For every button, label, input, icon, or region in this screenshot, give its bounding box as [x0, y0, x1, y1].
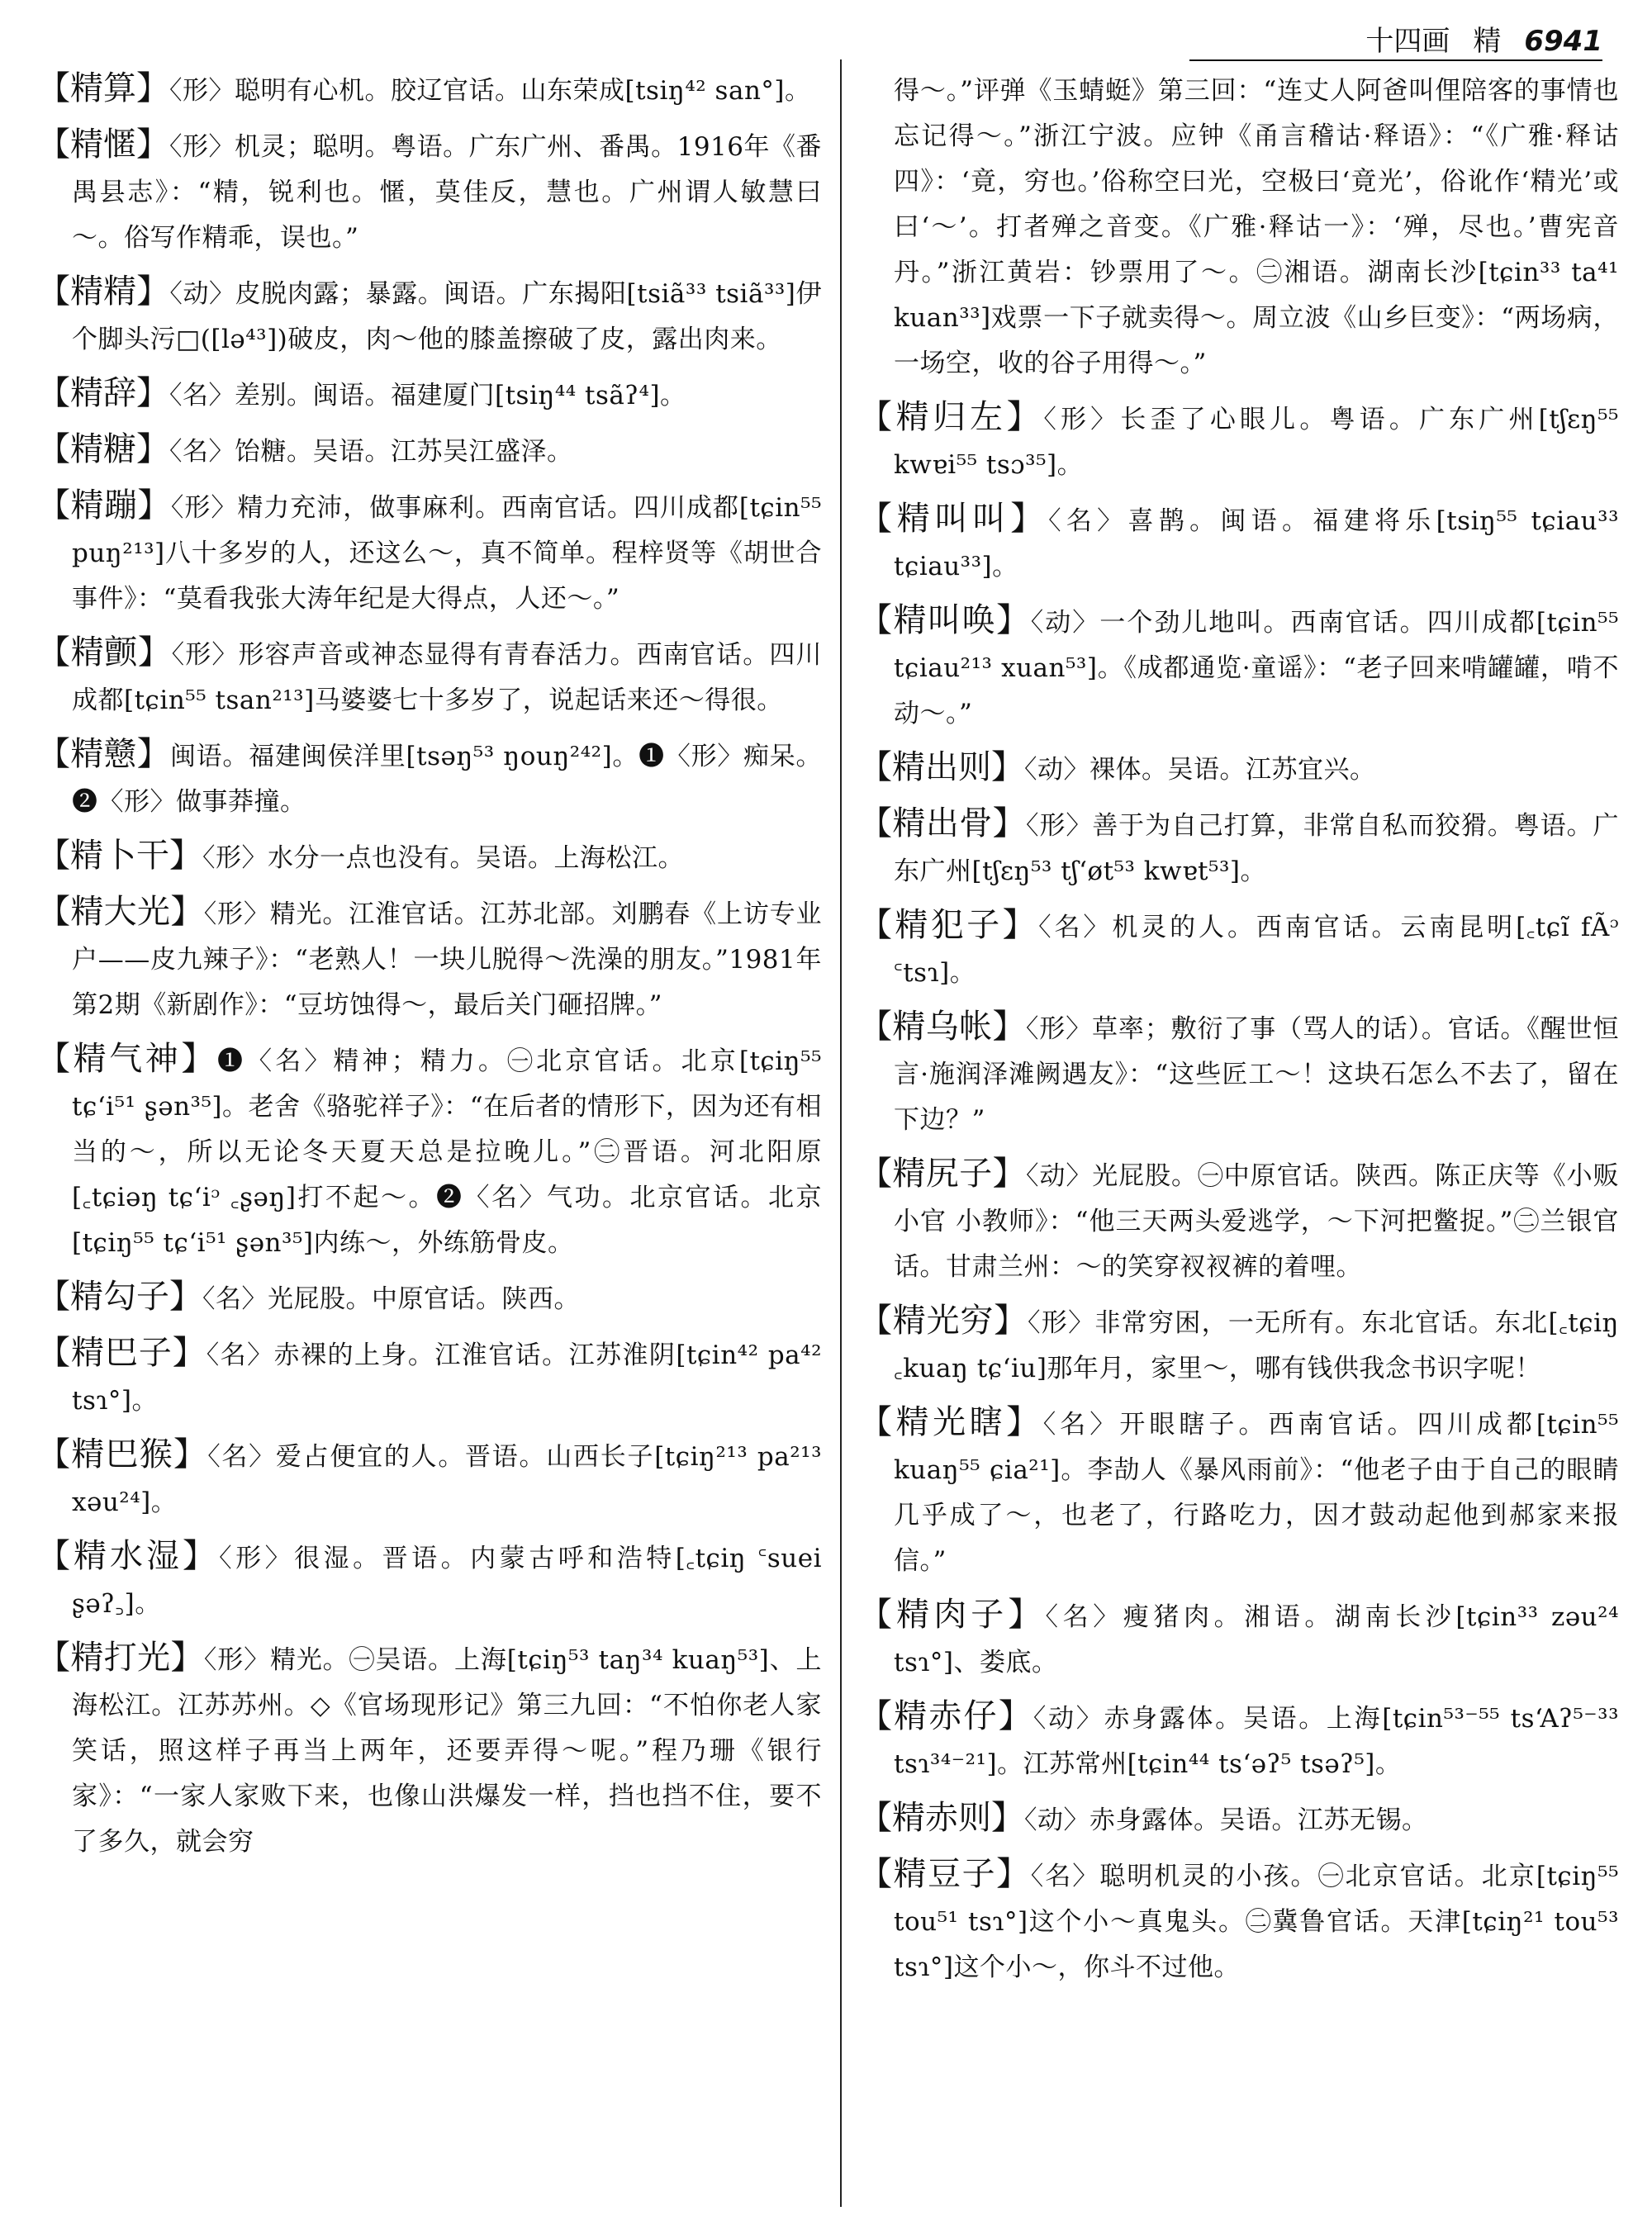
dictionary-entry [37, 122, 822, 261]
entry-headword: 【精出则】 [859, 748, 1024, 786]
dictionary-entry-continued [859, 66, 1619, 387]
dictionary-entry [37, 427, 822, 475]
dictionary-entry [37, 1331, 822, 1424]
entry-headword: 【精尻子】 [859, 1155, 1027, 1193]
entry-headword: 【精气神】 [37, 1040, 218, 1078]
entry-headword: 【精出骨】 [859, 804, 1027, 842]
entry-text: 闽语。福建闽侯洋里[tsəŋ⁵³ ŋouŋ²⁴²]。❶〈形〉痴呆。❷〈形〉做事莽撞。 [72, 742, 822, 817]
entry-headword: 【精卜干】 [37, 837, 202, 875]
dictionary-entry [37, 833, 822, 881]
entry-headword: 【精糖】 [37, 430, 169, 468]
header-rule [1189, 59, 1602, 61]
entry-text: 〈形〉长歪了心眼儿。粤语。广东广州[tʃɛŋ⁵⁵ kwɐi⁵⁵ tsɔ³⁵]。 [894, 405, 1619, 480]
dictionary-entry [37, 1274, 822, 1322]
dictionary-entry [859, 745, 1619, 793]
entry-headword: 【精叫唤】 [859, 601, 1031, 639]
entry-text: 〈名〉赤裸的上身。江淮官话。江苏淮阴[tɕin⁴² pa⁴² tsɿ°]。 [72, 1340, 822, 1416]
entry-headword: 【精乌帐】 [859, 1008, 1026, 1046]
entry-headword: 【精勾子】 [37, 1278, 202, 1316]
entry-text: 〈形〉草率；敷衍了事（骂人的话）。官话。《醒世恒言·施润泽滩阙遇友》：“这些匠工～！这块石怎么不去了，留在下边？” [894, 1014, 1619, 1135]
dictionary-entry [37, 483, 822, 622]
page-header [859, 18, 1602, 58]
entry-headword: 【精戆】 [37, 735, 170, 773]
dictionary-entry [859, 1004, 1619, 1143]
entry-headword: 【精大光】 [37, 893, 204, 931]
entry-headword: 【精豆子】 [859, 1855, 1031, 1893]
entry-headword: 【精赤仔】 [859, 1697, 1033, 1735]
dictionary-entry [859, 598, 1619, 737]
dictionary-entry [859, 1796, 1619, 1843]
entry-text: 〈动〉皮脱肉露；暴露。闽语。广东揭阳[tsiã³³ tsiã³³]伊个脚头污□([lə⁴³])破皮，肉～他的膝盖擦破了皮，露出肉来。 [72, 279, 822, 354]
dictionary-entry [37, 1534, 822, 1627]
dictionary-entry [859, 1400, 1619, 1584]
entry-text: 〈形〉善于为自己打算，非常自私而狡猾。粤语。广东广州[tʃɛŋ⁵³ tʃʻøt⁵³ kwɐt⁵³]。 [894, 811, 1619, 886]
entry-headword: 【精巴子】 [37, 1334, 206, 1372]
dictionary-entry [859, 903, 1619, 996]
dictionary-entry [37, 1432, 822, 1525]
entry-headword: 【精肉子】 [859, 1596, 1046, 1634]
entry-headword: 【精光穷】 [859, 1302, 1028, 1340]
dictionary-entry [37, 269, 822, 363]
entry-text: 〈动〉赤身露体。吴语。上海[tɕin⁵³⁻⁵⁵ tsʻAʔ⁵⁻³³ tsɿ³⁴⁻²¹]。江苏常州[tɕin⁴⁴ tsʻəʔ⁵ tsəʔ⁵]。 [894, 1704, 1619, 1779]
right-column [859, 66, 1619, 2205]
dictionary-entry [859, 1592, 1619, 1686]
entry-headword: 【精精】 [37, 273, 170, 311]
left-column [37, 66, 822, 2205]
entry-headword: 【精算】 [37, 69, 169, 107]
entry-headword: 【精赤则】 [859, 1799, 1024, 1837]
entry-text: 〈名〉机灵的人。西南官话。云南昆明[꜀tɕĩ fÃᵓ ꜂tsɿ]。 [894, 913, 1619, 988]
entry-text: ❶〈名〉精神；精力。㊀北京官话。北京[tɕiŋ⁵⁵ tɕʻi⁵¹ ʂən³⁵]。老舍《骆驼祥子》：“在后者的情形下，因为还有相当的～，所以无论冬天夏天总是拉晚儿。”㊁晋语。河北阳原[꜀tɕiəŋ tɕʻiᵓ ꜀ʂəŋ]打不起～。❷〈名〉气功。北京官话。北京[tɕiŋ⁵⁵ tɕʻi⁵¹ ʂən³⁵]内练～，外练筋骨皮。 [72, 1046, 822, 1258]
entry-text: 〈形〉很湿。晋语。内蒙古呼和浩特[꜀tɕiŋ ꜂suei ʂəʔ꜆]。 [72, 1544, 822, 1619]
entry-text: 〈形〉聪明有心机。胶辽官话。山东荣成[tsiŋ⁴² san°]。 [169, 76, 811, 106]
dictionary-entry [37, 1635, 822, 1865]
entry-text: 〈名〉开眼瞎子。西南官话。四川成都[tɕin⁵⁵ kuaŋ⁵⁵ ɕia²¹]。李劼人《暴风雨前》：“他老子由于自己的眼睛几乎成了～，也老了，行路吃力，因才鼓动起他到郝家来报信。” [894, 1410, 1619, 1576]
entry-headword: 【精打光】 [37, 1639, 204, 1677]
dictionary-entry [37, 66, 822, 114]
entry-headword: 【精犯子】 [859, 906, 1039, 944]
dictionary-entry [37, 732, 822, 825]
entry-text: 〈名〉聪明机灵的小孩。㊀北京官话。北京[tɕiŋ⁵⁵ tou⁵¹ tsɿ°]这个小～真鬼头。㊁冀鲁官话。天津[tɕiŋ²¹ tou⁵³ tsɿ°]这个小～，你斗不过他。 [894, 1862, 1619, 1982]
page-number: 6941 [1524, 25, 1602, 58]
header-character: 精 [1473, 25, 1502, 58]
entry-text: 〈动〉光屁股。㊀中原官话。陕西。陈正庆等《小贩 小官 小教师》：“他三天两头爱逃学，～下河把鳖捉。”㊁兰银官话。甘肃兰州：～的笑穿衩衩裤的着哩。 [894, 1161, 1619, 1282]
entry-headword: 【精光瞎】 [859, 1403, 1043, 1441]
dictionary-entry [859, 801, 1619, 894]
entry-headword: 【精蹦】 [37, 486, 171, 524]
entry-text: 〈形〉形容声音或神态显得有青春活力。西南官话。四川成都[tɕin⁵⁵ tsan²¹³]马婆婆七十多岁了，说起话来还～得很。 [72, 640, 822, 715]
entry-text: 〈动〉赤身露体。吴语。江苏无锡。 [1024, 1805, 1428, 1835]
entry-text: 〈名〉爱占便宜的人。晋语。山西长子[tɕiŋ²¹³ pa²¹³ xəu²⁴]。 [72, 1442, 822, 1517]
entry-text: 〈动〉裸体。吴语。江苏宜兴。 [1024, 755, 1376, 785]
entry-headword: 【精巴猴】 [37, 1435, 208, 1473]
entry-text: 〈形〉精力充沛，做事麻利。西南官话。四川成都[tɕin⁵⁵ puŋ²¹³]八十多岁的人，还这么～，真不简单。程梓贤等《胡世合事件》：“莫看我张大涛年纪是大得点，人还～。” [72, 493, 822, 614]
section-label: 十四画 [1365, 25, 1450, 58]
entry-headword: 【精水湿】 [37, 1537, 220, 1575]
dictionary-entry [859, 1694, 1619, 1787]
entry-headword: 【精颤】 [37, 633, 172, 671]
dictionary-entry [859, 496, 1619, 590]
entry-text: 〈名〉饴糖。吴语。江苏吴江盛泽。 [169, 437, 573, 467]
entry-text: 〈名〉瘦猪肉。湘语。湖南长沙[tɕin³³ zəu²⁴ tsɿ°]、娄底。 [894, 1602, 1619, 1677]
dictionary-entry [859, 1852, 1619, 1990]
entry-headword: 【精叫叫】 [859, 500, 1049, 538]
entry-text: 〈名〉光屁股。中原官话。陕西。 [202, 1284, 580, 1314]
dictionary-entry [37, 1037, 822, 1266]
dictionary-entry [37, 371, 822, 419]
entry-headword: 【精辞】 [37, 374, 169, 412]
entry-text: 〈形〉水分一点也没有。吴语。上海松江。 [202, 843, 684, 873]
entry-text: 〈形〉非常穷困，一无所有。东北官话。东北[꜀tɕiŋ ꜀kuaŋ tɕʻiu]那年月，家里～，哪有钱供我念书识字呢！ [894, 1308, 1619, 1383]
entry-headword: 【精归左】 [859, 398, 1044, 436]
dictionary-entry [859, 1298, 1619, 1392]
entry-text: 〈名〉喜鹊。闽语。福建将乐[tsiŋ⁵⁵ tɕiau³³ tɕiau³³]。 [894, 506, 1619, 581]
entry-headword: 【精㥾】 [37, 126, 170, 164]
dictionary-entry [859, 1151, 1619, 1290]
entry-text: 得～。”评弹《玉蜻蜓》第三回：“连丈人阿爸叫俚陪客的事情也忘记得～。”浙江宁波。应钟《甬言稽诂·释语》：“《广雅·释诂四》：‘竟，穷也。’俗称空曰光，空极曰‘竟光’，俗讹作‘精光’或曰‘～’。打者殚之音变。《广雅·释诂一》：‘殚，尽也。’曹宪音丹。”浙江黄岩：钞票用了～。㊁湘语。湖南长沙[tɕin³³ ta⁴¹ kuan³³]戏票一下子就卖得～。周立波《山乡巨变》：“两场病，一场空，收的谷子用得～。” [894, 76, 1619, 378]
entry-text: 〈名〉差别。闽语。福建厦门[tsiŋ⁴⁴ tsãʔ⁴]。 [169, 381, 686, 410]
column-divider [840, 59, 842, 2207]
entry-text: 〈动〉一个劲儿地叫。西南官话。四川成都[tɕin⁵⁵ tɕiau²¹³ xuan⁵³]。《成都通览·童谣》：“老子回来啃罐罐，啃不动～。” [894, 608, 1619, 728]
entry-text: 〈形〉精光。江淮官话。江苏北部。刘鹏春《上访专业户——皮九辣子》：“老熟人！一块儿脱得～洗澡的朋友。”1981年第2期《新剧作》：“豆坊蚀得～，最后关门砸招牌。” [72, 899, 822, 1020]
dictionary-entry [37, 630, 822, 724]
dictionary-entry [859, 395, 1619, 488]
dictionary-entry [37, 890, 822, 1028]
entry-text: 〈形〉精光。㊀吴语。上海[tɕiŋ⁵³ taŋ³⁴ kuaŋ⁵³]、上海松江。江苏苏州。◇《官场现形记》第三九回：“不怕你老人家笑话，照这样子再当上两年，还要弄得～呢。”程乃珊《银行家》：“一家人家败下来，也像山洪爆发一样，挡也挡不住，要不了多久，就会穷 [72, 1645, 822, 1857]
entry-text: 〈形〉机灵；聪明。粤语。广东广州、番禺。1916年《番禺县志》：“精，锐利也。㥾，莫佳反，慧也。广州谓人敏慧曰～。俗写作精乖，误也。” [72, 132, 822, 253]
